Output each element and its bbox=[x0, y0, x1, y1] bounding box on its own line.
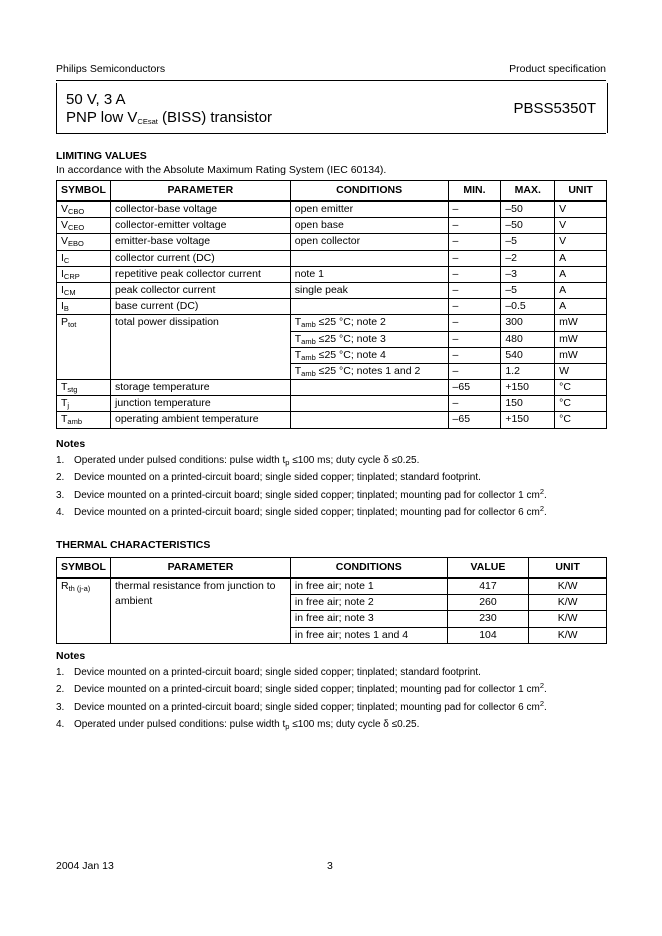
note: 1. Operated under pulsed conditions: pulse width $t_p \le 100$ ms; duty cycle δ ≤0.25. bbox=[56, 455, 420, 467]
max-cell: –5 bbox=[501, 282, 555, 298]
table-header-row bbox=[57, 558, 607, 579]
max-cell: –3 bbox=[501, 266, 555, 282]
symbol-cell: $R_{th (j-a)}$ bbox=[57, 578, 111, 643]
conditions-cell: single peak bbox=[290, 282, 448, 298]
footer-date: 2004 Jan 13 bbox=[56, 860, 114, 872]
parameter-cell: total power dissipation bbox=[110, 315, 290, 380]
min-cell: –65 bbox=[448, 380, 501, 396]
column-header: CONDITIONS bbox=[290, 558, 447, 579]
header-rule bbox=[56, 80, 606, 81]
note-subscript: p bbox=[285, 721, 290, 731]
limiting-values-table bbox=[56, 180, 607, 429]
note-superscript: 2 bbox=[539, 698, 544, 708]
note: 3. Device mounted on a printed-circuit board; single sided copper; tinplated; mounting pad for collector 6 $cm^2$. bbox=[56, 698, 547, 713]
parameter-cell: junction temperature bbox=[110, 396, 290, 412]
conditions-cell: $T_{amb} \le 25$ °C; note 2 bbox=[290, 315, 448, 331]
note-number: 4. bbox=[56, 718, 65, 730]
parameter-cell: peak collector current bbox=[110, 282, 290, 298]
unit-cell: K/W bbox=[529, 595, 607, 611]
note: 3. Device mounted on a printed-circuit board; single sided copper; tinplated; mounting pad for collector 1 $cm^2$. bbox=[56, 486, 547, 501]
note-subscript: p bbox=[285, 458, 290, 467]
unit-cell: A bbox=[555, 266, 607, 282]
min-cell: – bbox=[448, 396, 501, 412]
symbol-cell: $P_{tot}$ bbox=[57, 315, 111, 380]
document-type: Product specification bbox=[509, 63, 606, 75]
value-cell: 417 bbox=[447, 578, 529, 595]
conditions-cell bbox=[290, 380, 448, 396]
thermal-notes-heading: Notes bbox=[56, 650, 86, 662]
conditions-cell bbox=[290, 396, 448, 412]
conditions-cell: in free air; note 2 bbox=[290, 595, 447, 611]
min-cell: –65 bbox=[448, 412, 501, 428]
table-row bbox=[57, 282, 607, 298]
note-superscript: 2 bbox=[539, 681, 544, 691]
parameter-cell: repetitive peak collector current bbox=[110, 266, 290, 282]
conditions-cell bbox=[290, 250, 448, 266]
parameter-line: ambient bbox=[114, 595, 153, 607]
symbol-subscript: th (j-a) bbox=[68, 584, 91, 593]
min-cell: – bbox=[448, 331, 501, 347]
title-line-2: PNP low $V_{CEsat}$ (BISS) transistor bbox=[66, 109, 273, 126]
symbol-cell: $I_B$ bbox=[57, 299, 111, 315]
value-cell: 230 bbox=[447, 611, 529, 627]
parameter-cell: storage temperature bbox=[110, 380, 290, 396]
conditions-cell bbox=[290, 299, 448, 315]
table-row bbox=[57, 266, 607, 282]
max-cell: –2 bbox=[501, 250, 555, 266]
parameter-cell: operating ambient temperature bbox=[110, 412, 290, 428]
table-header-row bbox=[57, 181, 607, 202]
column-header: CONDITIONS bbox=[290, 181, 448, 202]
symbol-subscript: CRP bbox=[63, 271, 80, 281]
min-cell: – bbox=[448, 315, 501, 331]
unit-cell: V bbox=[555, 201, 607, 218]
table-row bbox=[57, 380, 607, 396]
column-header: UNIT bbox=[555, 181, 607, 202]
column-header: SYMBOL bbox=[57, 558, 111, 579]
note-number: 3. bbox=[56, 701, 65, 713]
note: 2. Device mounted on a printed-circuit board; single sided copper; tinplated; standard footprint. bbox=[56, 472, 481, 484]
min-cell: – bbox=[448, 234, 501, 250]
parameter-line: thermal resistance from junction to bbox=[114, 580, 276, 592]
symbol-subscript: CEO bbox=[68, 223, 85, 233]
symbol-subscript: B bbox=[63, 304, 69, 314]
max-cell: –5 bbox=[501, 234, 555, 250]
parameter-cell: emitter-base voltage bbox=[110, 234, 290, 250]
symbol-cell: $I_{CM}$ bbox=[57, 282, 111, 298]
max-cell: 150 bbox=[501, 396, 555, 412]
table-row bbox=[57, 234, 607, 250]
note: 4. Operated under pulsed conditions: pulse width $t_p \le 100$ ms; duty cycle δ ≤0.25. bbox=[56, 718, 420, 731]
column-header: VALUE bbox=[447, 558, 529, 579]
symbol-cell: $V_{CBO}$ bbox=[57, 201, 111, 218]
value-cell: 104 bbox=[447, 627, 529, 643]
part-number: PBSS5350T bbox=[513, 100, 596, 117]
conditions-cell: $T_{amb} \le 25$ °C; note 3 bbox=[290, 331, 448, 347]
symbol-cell: $T_{stg}$ bbox=[57, 380, 111, 396]
unit-cell: V bbox=[555, 234, 607, 250]
parameter-cell: collector-base voltage bbox=[110, 201, 290, 218]
max-cell: 1.2 bbox=[501, 363, 555, 379]
note-number: 1. bbox=[56, 667, 65, 678]
conditions-cell: in free air; note 1 bbox=[290, 578, 447, 595]
condition-subscript: amb bbox=[301, 368, 316, 378]
conditions-cell: in free air; notes 1 and 4 bbox=[290, 627, 447, 643]
parameter-cell: collector-emitter voltage bbox=[110, 218, 290, 234]
table-row bbox=[57, 250, 607, 266]
table-row bbox=[57, 315, 607, 331]
note-superscript: 2 bbox=[539, 486, 544, 496]
note-number: 2. bbox=[56, 684, 65, 696]
table-row bbox=[57, 299, 607, 315]
table-row bbox=[57, 396, 607, 412]
unit-cell: mW bbox=[555, 315, 607, 331]
conditions-cell: note 1 bbox=[290, 266, 448, 282]
symbol-subscript: j bbox=[67, 401, 70, 411]
condition-subscript: amb bbox=[301, 336, 316, 346]
unit-cell: mW bbox=[555, 347, 607, 363]
unit-cell: A bbox=[555, 250, 607, 266]
conditions-cell: open base bbox=[290, 218, 448, 234]
symbol-subscript: amb bbox=[67, 417, 83, 427]
unit-cell: mW bbox=[555, 331, 607, 347]
table-row bbox=[57, 201, 607, 218]
unit-cell: °C bbox=[555, 396, 607, 412]
unit-cell: W bbox=[555, 363, 607, 379]
note-number: 3. bbox=[56, 489, 65, 501]
max-cell: –50 bbox=[501, 218, 555, 234]
limiting-values-heading: LIMITING VALUES bbox=[56, 150, 147, 162]
min-cell: – bbox=[448, 282, 501, 298]
symbol-cell: $T_j$ bbox=[57, 396, 111, 412]
min-cell: – bbox=[448, 347, 501, 363]
thermal-table bbox=[56, 557, 607, 644]
note: 1. Device mounted on a printed-circuit board; single sided copper; tinplated; standard footprint. bbox=[56, 667, 481, 678]
min-cell: – bbox=[448, 266, 501, 282]
unit-cell: K/W bbox=[529, 627, 607, 643]
table-row bbox=[57, 412, 607, 428]
min-cell: – bbox=[448, 201, 501, 218]
thermal-heading: THERMAL CHARACTERISTICS bbox=[56, 539, 211, 551]
note: 2. Device mounted on a printed-circuit board; single sided copper; tinplated; mounting pad for collector 1 $cm^2$. bbox=[56, 681, 547, 696]
conditions-cell: $T_{amb} \le 25$ °C; note 4 bbox=[290, 347, 448, 363]
min-cell: – bbox=[448, 218, 501, 234]
unit-cell: V bbox=[555, 218, 607, 234]
table-row bbox=[57, 578, 607, 595]
parameter-cell: base current (DC) bbox=[110, 299, 290, 315]
unit-cell: °C bbox=[555, 412, 607, 428]
conditions-cell bbox=[290, 412, 448, 428]
column-header: MAX. bbox=[501, 181, 555, 202]
max-cell: 300 bbox=[501, 315, 555, 331]
max-cell: 540 bbox=[501, 347, 555, 363]
company-name: Philips Semiconductors bbox=[56, 63, 166, 75]
unit-cell: °C bbox=[555, 380, 607, 396]
max-cell: –0.5 bbox=[501, 299, 555, 315]
limiting-values-intro: In accordance with the Absolute Maximum Rating System (IEC 60134). bbox=[56, 164, 387, 176]
symbol-subscript: CM bbox=[63, 287, 76, 297]
unit-cell: A bbox=[555, 299, 607, 315]
symbol-cell: $I_C$ bbox=[57, 250, 111, 266]
max-cell: –50 bbox=[501, 201, 555, 218]
symbol-cell: $V_{CEO}$ bbox=[57, 218, 111, 234]
max-cell: +150 bbox=[501, 380, 555, 396]
condition-subscript: amb bbox=[301, 352, 316, 362]
max-cell: 480 bbox=[501, 331, 555, 347]
title-line-1: 50 V, 3 A bbox=[66, 91, 126, 108]
column-header: PARAMETER bbox=[110, 181, 290, 202]
conditions-cell: in free air; note 3 bbox=[290, 611, 447, 627]
parameter-cell: collector current (DC) bbox=[110, 250, 290, 266]
symbol-cell: $T_{amb}$ bbox=[57, 412, 111, 428]
table-row bbox=[57, 218, 607, 234]
max-cell: +150 bbox=[501, 412, 555, 428]
column-header: PARAMETER bbox=[110, 558, 290, 579]
column-header: SYMBOL bbox=[57, 181, 111, 202]
symbol-subscript: tot bbox=[68, 320, 77, 330]
symbol-cell: $V_{EBO}$ bbox=[57, 234, 111, 250]
conditions-cell: open collector bbox=[290, 234, 448, 250]
symbol-cell: $I_{CRP}$ bbox=[57, 266, 111, 282]
title-rule bbox=[56, 133, 606, 134]
note-number: 4. bbox=[56, 506, 65, 518]
note-number: 2. bbox=[56, 472, 65, 484]
min-cell: – bbox=[448, 299, 501, 315]
column-header: MIN. bbox=[448, 181, 501, 202]
parameter-cell bbox=[110, 578, 290, 643]
note: 4. Device mounted on a printed-circuit board; single sided copper; tinplated; mounting pad for collector 6 $cm^2$. bbox=[56, 503, 547, 518]
symbol-subscript: C bbox=[63, 255, 70, 265]
symbol-subscript: EBO bbox=[68, 239, 84, 249]
page-number: 3 bbox=[327, 860, 333, 872]
column-header: UNIT bbox=[529, 558, 607, 579]
conditions-cell: open emitter bbox=[290, 201, 448, 218]
unit-cell: K/W bbox=[529, 578, 607, 595]
unit-cell: K/W bbox=[529, 611, 607, 627]
unit-cell: A bbox=[555, 282, 607, 298]
value-cell: 260 bbox=[447, 595, 529, 611]
note-superscript: 2 bbox=[539, 503, 544, 513]
conditions-cell: $T_{amb} \le 25$ °C; notes 1 and 2 bbox=[290, 363, 448, 379]
note-number: 1. bbox=[56, 455, 65, 466]
limiting-notes-heading: Notes bbox=[56, 438, 86, 450]
condition-subscript: amb bbox=[301, 320, 316, 330]
symbol-subscript: CBO bbox=[68, 207, 85, 216]
min-cell: – bbox=[448, 363, 501, 379]
min-cell: – bbox=[448, 250, 501, 266]
symbol-subscript: stg bbox=[67, 385, 78, 395]
